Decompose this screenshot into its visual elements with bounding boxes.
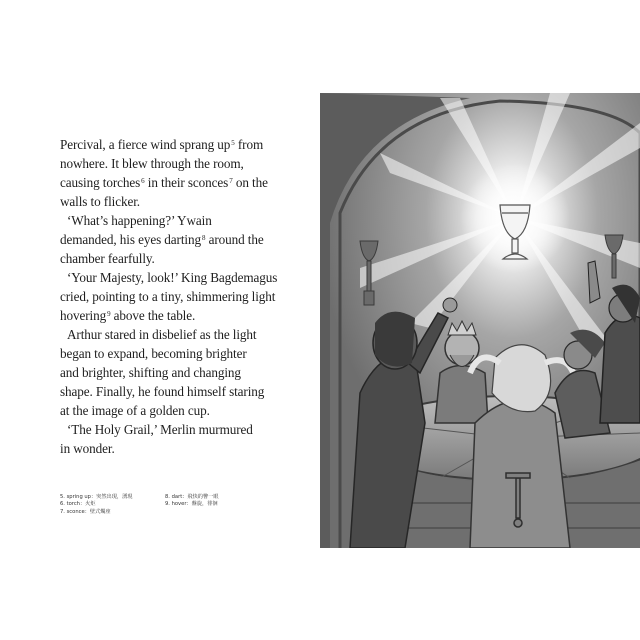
text-run: on the [232,175,268,190]
glossary-entry: 8. dart：飛快的瞥一眼 [165,494,219,500]
text-run: Percival, a fierce wind sprang up [60,137,231,152]
line [60,135,275,154]
line: at the image of a golden cup. [60,403,210,418]
paragraph-4 [60,325,275,420]
line: and brighter, shifting and changing [60,365,241,380]
line: ‘Your Majesty, look!’ King Bagdemagus [67,270,278,285]
line [60,306,275,325]
line: cried, pointing to a tiny, shimmering light [60,289,276,304]
paragraph-2 [60,211,275,268]
paragraph-5 [60,420,275,458]
line: chamber fearfully. [60,251,155,266]
text-run: around the [205,232,264,247]
text-run: hovering [60,308,107,323]
line: shape. Finally, he found himself staring [60,384,265,399]
line: ‘The Holy Grail,’ Merlin murmured [67,422,253,437]
footnote-ref: 9 [107,310,111,318]
glossary-entry: 6. torch：火炬 [60,501,96,508]
glossary-column-right [165,494,219,509]
text-run: from [234,137,264,152]
glossary-column-left [60,494,132,516]
line [60,173,275,192]
text-run: demanded, his eyes darting [60,232,201,247]
story-text [60,135,278,458]
line: Arthur stared in disbelief as the light [67,327,257,342]
glossary-entry: 9. hover：盤旋，徘徊 [165,501,218,508]
footnote-ref: 5 [231,139,235,147]
glossary-entry: 7. sconce：壁式燭座 [60,508,111,515]
footnote-ref: 6 [141,177,145,185]
text-run: causing torches [60,175,141,190]
line: in wonder. [60,441,115,456]
line [60,230,275,249]
line: began to expand, becoming brighter [60,346,247,361]
paragraph-3 [60,268,278,325]
text-run: in their sconces [144,175,229,190]
paragraph-1 [60,135,275,211]
line: ‘What’s happening?’ Ywain [67,213,212,228]
text-run: above the table. [110,308,196,323]
footnote-ref: 7 [229,177,233,185]
line: nowhere. It blew through the room, [60,156,244,171]
line: walls to flicker. [60,194,140,209]
illustration-svg [320,93,640,548]
footnote-ref: 8 [201,234,206,242]
glossary-entry: 5. spring up：突然出現，湧現 [60,494,133,500]
grail-illustration [320,93,640,548]
